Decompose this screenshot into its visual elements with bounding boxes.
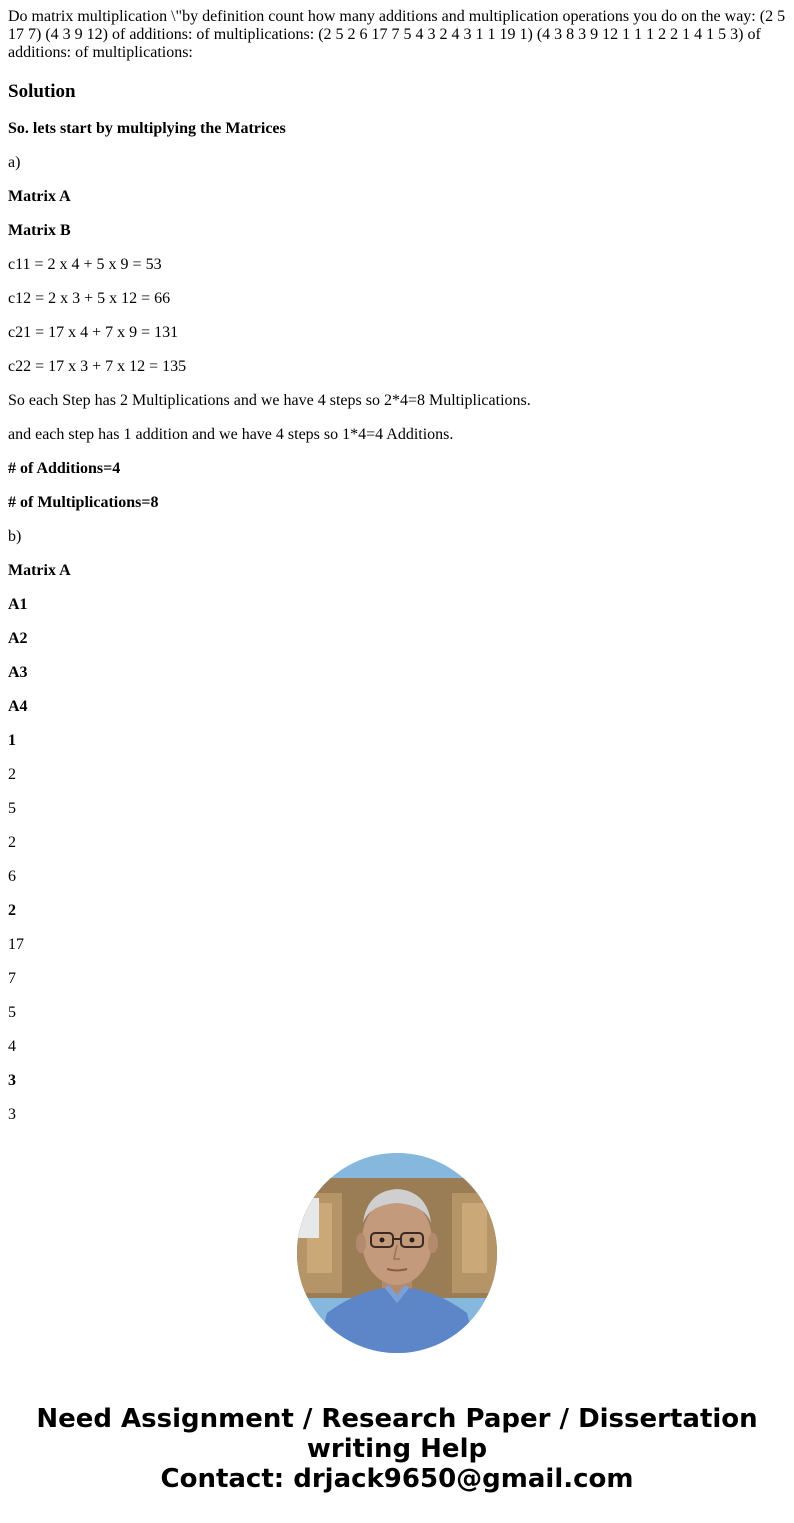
promo-line-1: Need Assignment / Research Paper / Dissertation: [36, 1404, 758, 1434]
solution-heading: Solution: [8, 81, 76, 102]
solution-line: Matrix B: [8, 222, 71, 239]
solution-line: A3: [8, 664, 28, 681]
question-text: Do matrix multiplication \"by definition count how many additions and multiplication operations you do on the way: (2 5 17 7) (4 3 9 12) of additions: of multiplications: (2 5 2 6 17 7 5 4 3 2 4 3 1 1 19 1) (4 3 8 3 9 12 1 1 1 2 2 1 4 1 5 3) of additions: of multiplications:: [8, 8, 786, 61]
solution-line: c21 = 17 x 4 + 7 x 9 = 131: [8, 324, 179, 341]
solution-line: 2: [8, 902, 16, 919]
solution-line: c22 = 17 x 3 + 7 x 12 = 135: [8, 358, 187, 375]
person-portrait-image: [297, 1153, 497, 1353]
solution-line: A1: [8, 596, 28, 613]
solution-line: 2: [8, 766, 16, 783]
solution-line: 5: [8, 1004, 16, 1021]
document-body: [8, 8, 786, 1140]
solution-line: 7: [8, 970, 16, 987]
solution-line: Matrix A: [8, 188, 71, 205]
solution-line: 1: [8, 732, 16, 749]
solution-line: A4: [8, 698, 28, 715]
solution-line: # of Additions=4: [8, 460, 121, 477]
promo-line-2: writing Help: [306, 1434, 488, 1464]
solution-line: 4: [8, 1038, 16, 1055]
solution-line: 3: [8, 1106, 16, 1123]
solution-line: 5: [8, 800, 16, 817]
avatar: [297, 1153, 497, 1353]
solution-line: c11 = 2 x 4 + 5 x 9 = 53: [8, 256, 162, 273]
promo-banner: [0, 1404, 794, 1494]
solution-lines: [8, 120, 786, 1140]
solution-line: 17: [8, 936, 24, 953]
solution-line: 3: [8, 1072, 16, 1089]
solution-line: c12 = 2 x 3 + 5 x 12 = 66: [8, 290, 171, 307]
solution-line: A2: [8, 630, 28, 647]
promo-contact: Contact: drjack9650@gmail.com: [160, 1464, 634, 1494]
solution-line: Matrix A: [8, 562, 71, 579]
solution-line: b): [8, 528, 22, 545]
solution-line: So. lets start by multiplying the Matrices: [8, 120, 286, 137]
solution-line: 6: [8, 868, 16, 885]
solution-line: a): [8, 154, 21, 171]
solution-line: 2: [8, 834, 16, 851]
solution-line: and each step has 1 addition and we have 4 steps so 1*4=4 Additions.: [8, 426, 454, 443]
solution-line: # of Multiplications=8: [8, 494, 159, 511]
solution-line: So each Step has 2 Multiplications and we have 4 steps so 2*4=8 Multiplications.: [8, 392, 531, 409]
